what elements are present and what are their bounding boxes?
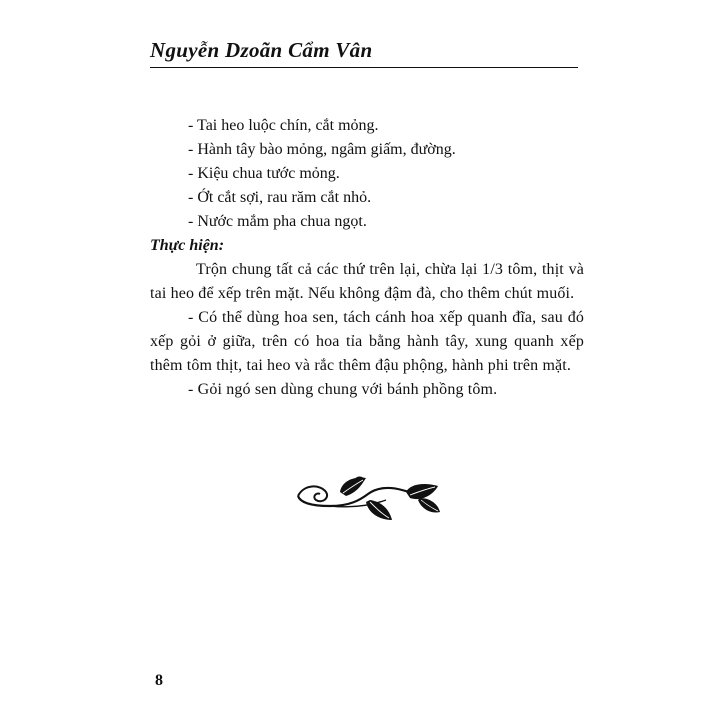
ingredient-line: - Ớt cắt sợi, rau răm cắt nhỏ. (188, 189, 372, 206)
running-head-author: Nguyễn Dzoãn Cẩm Vân (150, 38, 373, 62)
method-paragraph: Trộn chung tất cả các thứ trên lại, chừa lại 1/3 tôm, thịt và tai heo để xếp trên mặt. Nếu không đậm đà, cho thêm chút muối. (150, 261, 584, 302)
method-paragraph: - Có thể dùng hoa sen, tách cánh hoa xếp quanh đĩa, sau đó xếp gỏi ở giữa, trên có hoa tỉa bằng hành tây, xung quanh xếp thêm tôm thịt, tai heo và rắc thêm đậu phộng, hành phi trên mặt. (150, 309, 584, 374)
header-rule (150, 67, 578, 68)
page-number: 8 (155, 672, 163, 689)
recipe-body (150, 114, 584, 402)
ingredient-line: - Kiệu chua tước mỏng. (188, 165, 340, 182)
method-paragraph: - Gỏi ngó sen dùng chung với bánh phồng tôm. (188, 381, 498, 398)
method-heading: Thực hiện: (150, 237, 225, 254)
ingredient-line: - Hành tây bào mỏng, ngâm giấm, đường. (188, 141, 456, 158)
leaf-vine-ornament-icon (290, 470, 450, 530)
ingredient-line: - Tai heo luộc chín, cắt mỏng. (188, 117, 379, 134)
ingredient-line: - Nước mắm pha chua ngọt. (188, 213, 367, 230)
